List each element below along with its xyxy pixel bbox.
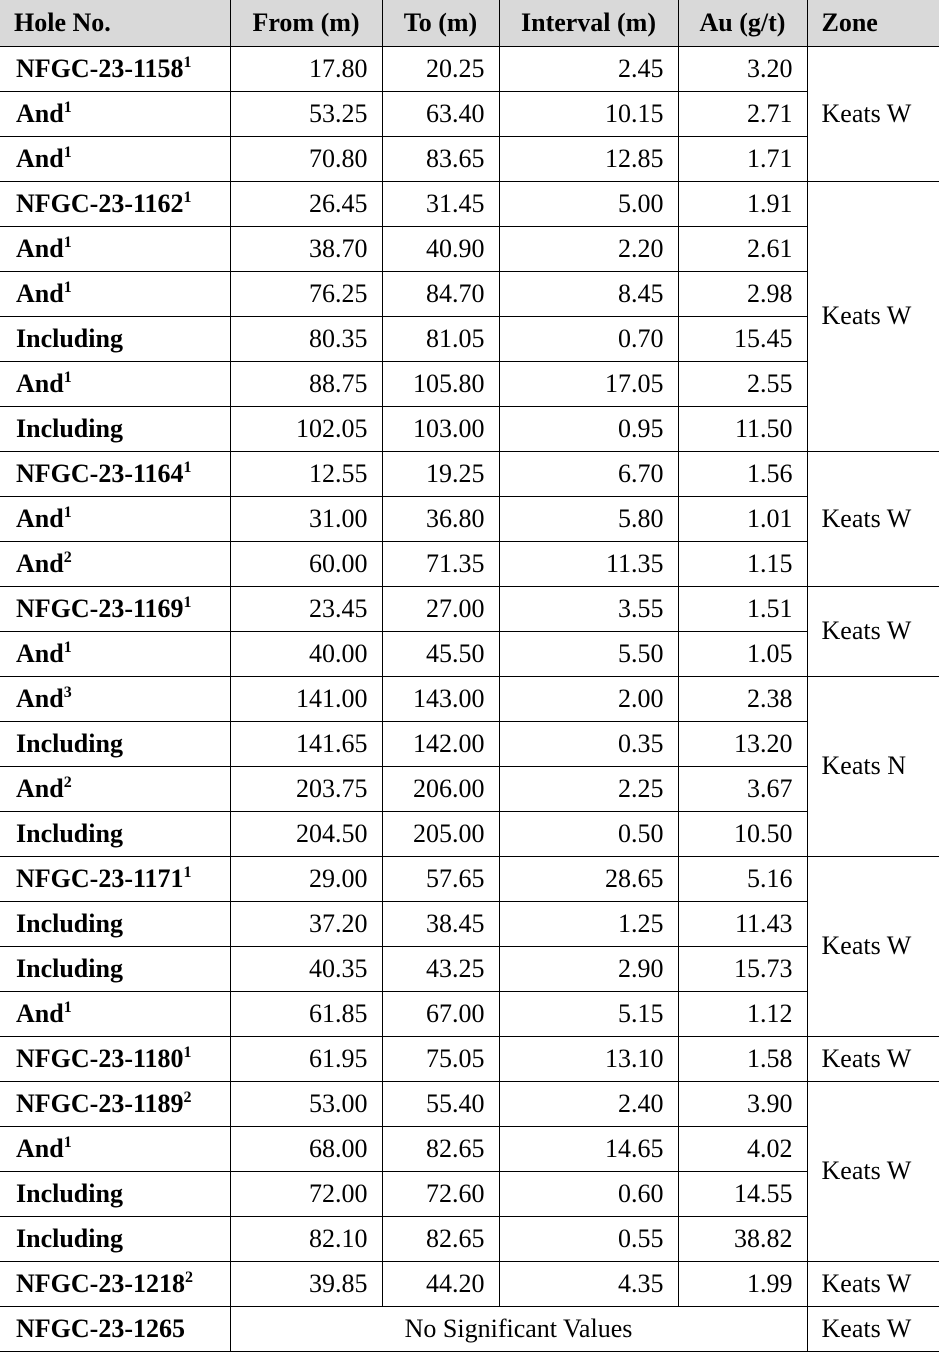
to-cell: 105.80 <box>382 361 499 406</box>
to-cell: 143.00 <box>382 676 499 721</box>
zone-cell: Keats W <box>807 1306 939 1351</box>
hole-label-cell <box>0 946 230 991</box>
hole-label: Including <box>16 1223 123 1253</box>
hole-label-cell <box>0 586 230 631</box>
from-cell: 141.65 <box>230 721 382 766</box>
hole-label-cell <box>0 1216 230 1261</box>
footnote-marker: 1 <box>183 593 192 611</box>
to-cell: 43.25 <box>382 946 499 991</box>
hole-label-cell <box>0 496 230 541</box>
hole-label-cell <box>0 1126 230 1171</box>
to-cell: 44.20 <box>382 1261 499 1306</box>
hole-label-cell <box>0 676 230 721</box>
interval-cell: 2.20 <box>499 226 678 271</box>
footnote-marker: 2 <box>63 548 72 566</box>
hole-label: Including <box>16 908 123 938</box>
from-cell: 23.45 <box>230 586 382 631</box>
to-cell: 19.25 <box>382 451 499 496</box>
header-zone: Zone <box>807 0 939 46</box>
to-cell: 67.00 <box>382 991 499 1036</box>
interval-cell: 4.35 <box>499 1261 678 1306</box>
table-row <box>0 496 939 541</box>
from-cell: 29.00 <box>230 856 382 901</box>
from-cell: 39.85 <box>230 1261 382 1306</box>
zone-cell: Keats W <box>807 451 939 586</box>
to-cell: 71.35 <box>382 541 499 586</box>
hole-label: NFGC-23-1189 <box>16 1088 184 1118</box>
interval-cell: 0.70 <box>499 316 678 361</box>
au-cell: 1.71 <box>678 136 807 181</box>
hole-label-cell <box>0 631 230 676</box>
footnote-marker: 1 <box>63 143 72 161</box>
from-cell: 82.10 <box>230 1216 382 1261</box>
interval-cell: 1.25 <box>499 901 678 946</box>
to-cell: 84.70 <box>382 271 499 316</box>
interval-cell: 12.85 <box>499 136 678 181</box>
table-body <box>0 46 939 1351</box>
hole-label: Including <box>16 413 123 443</box>
table-row <box>0 181 939 226</box>
au-cell: 1.15 <box>678 541 807 586</box>
to-cell: 38.45 <box>382 901 499 946</box>
hole-label: And <box>16 683 64 713</box>
hole-label: NFGC-23-1169 <box>16 593 184 623</box>
au-cell: 15.73 <box>678 946 807 991</box>
to-cell: 31.45 <box>382 181 499 226</box>
to-cell: 27.00 <box>382 586 499 631</box>
interval-cell: 5.50 <box>499 631 678 676</box>
interval-cell: 6.70 <box>499 451 678 496</box>
from-cell: 70.80 <box>230 136 382 181</box>
interval-cell: 0.95 <box>499 406 678 451</box>
hole-label: And <box>16 1133 64 1163</box>
hole-label-cell <box>0 856 230 901</box>
zone-cell: Keats W <box>807 1036 939 1081</box>
from-cell: 203.75 <box>230 766 382 811</box>
interval-cell: 11.35 <box>499 541 678 586</box>
au-cell: 1.58 <box>678 1036 807 1081</box>
au-cell: 3.20 <box>678 46 807 91</box>
footnote-marker: 1 <box>183 188 192 206</box>
interval-cell: 17.05 <box>499 361 678 406</box>
interval-cell: 2.00 <box>499 676 678 721</box>
header-interval: Interval (m) <box>499 0 678 46</box>
footnote-marker: 1 <box>63 503 72 521</box>
interval-cell: 2.25 <box>499 766 678 811</box>
table-row <box>0 226 939 271</box>
from-cell: 72.00 <box>230 1171 382 1216</box>
zone-cell: Keats W <box>807 856 939 1036</box>
hole-label: And <box>16 998 64 1028</box>
header-au: Au (g/t) <box>678 0 807 46</box>
hole-label-cell <box>0 811 230 856</box>
from-cell: 102.05 <box>230 406 382 451</box>
hole-label-cell <box>0 1036 230 1081</box>
header-row <box>0 0 939 46</box>
au-cell: 2.71 <box>678 91 807 136</box>
hole-label-cell <box>0 406 230 451</box>
to-cell: 45.50 <box>382 631 499 676</box>
interval-cell: 0.50 <box>499 811 678 856</box>
au-cell: 2.55 <box>678 361 807 406</box>
table-row <box>0 361 939 406</box>
au-cell: 3.67 <box>678 766 807 811</box>
au-cell: 11.43 <box>678 901 807 946</box>
hole-label: NFGC-23-1158 <box>16 53 184 83</box>
hole-label-cell <box>0 91 230 136</box>
au-cell: 2.38 <box>678 676 807 721</box>
hole-label: And <box>16 278 64 308</box>
from-cell: 53.25 <box>230 91 382 136</box>
hole-label: Including <box>16 818 123 848</box>
table-row <box>0 811 939 856</box>
au-cell: 4.02 <box>678 1126 807 1171</box>
to-cell: 36.80 <box>382 496 499 541</box>
interval-cell: 5.00 <box>499 181 678 226</box>
from-cell: 37.20 <box>230 901 382 946</box>
interval-cell: 3.55 <box>499 586 678 631</box>
table-row <box>0 1216 939 1261</box>
to-cell: 75.05 <box>382 1036 499 1081</box>
from-cell: 17.80 <box>230 46 382 91</box>
to-cell: 81.05 <box>382 316 499 361</box>
table-row <box>0 1261 939 1306</box>
au-cell: 10.50 <box>678 811 807 856</box>
hole-label-cell <box>0 361 230 406</box>
hole-label-cell <box>0 541 230 586</box>
hole-label: And <box>16 98 64 128</box>
table-row <box>0 1081 939 1126</box>
au-cell: 38.82 <box>678 1216 807 1261</box>
interval-cell: 5.80 <box>499 496 678 541</box>
table-row <box>0 901 939 946</box>
interval-cell: 10.15 <box>499 91 678 136</box>
footnote-marker: 3 <box>63 683 72 701</box>
table-row <box>0 631 939 676</box>
from-cell: 40.35 <box>230 946 382 991</box>
footnote-marker: 1 <box>183 863 192 881</box>
from-cell: 141.00 <box>230 676 382 721</box>
table-row <box>0 406 939 451</box>
footnote-marker: 2 <box>183 1088 192 1106</box>
interval-cell: 0.35 <box>499 721 678 766</box>
table-row <box>0 451 939 496</box>
header-from: From (m) <box>230 0 382 46</box>
to-cell: 40.90 <box>382 226 499 271</box>
table-row <box>0 991 939 1036</box>
hole-label-cell <box>0 991 230 1036</box>
au-cell: 3.90 <box>678 1081 807 1126</box>
hole-label: And <box>16 548 64 578</box>
table-row <box>0 541 939 586</box>
header-hole-no: Hole No. <box>0 0 230 46</box>
table-row <box>0 316 939 361</box>
hole-label-cell <box>0 901 230 946</box>
hole-label: NFGC-23-1180 <box>16 1043 184 1073</box>
from-cell: 80.35 <box>230 316 382 361</box>
to-cell: 82.65 <box>382 1126 499 1171</box>
footnote-marker: 1 <box>183 458 192 476</box>
table-row <box>0 586 939 631</box>
footnote-marker: 1 <box>183 1043 192 1061</box>
interval-cell: 0.55 <box>499 1216 678 1261</box>
hole-label: NFGC-23-1162 <box>16 188 184 218</box>
hole-label: And <box>16 503 64 533</box>
hole-label: And <box>16 773 64 803</box>
table-row <box>0 1036 939 1081</box>
hole-label-cell <box>0 46 230 91</box>
hole-label-cell <box>0 226 230 271</box>
hole-label-cell <box>0 181 230 226</box>
au-cell: 1.56 <box>678 451 807 496</box>
to-cell: 83.65 <box>382 136 499 181</box>
interval-cell: 2.40 <box>499 1081 678 1126</box>
interval-cell: 0.60 <box>499 1171 678 1216</box>
interval-cell: 28.65 <box>499 856 678 901</box>
hole-label: NFGC-23-1164 <box>16 458 184 488</box>
from-cell: 68.00 <box>230 1126 382 1171</box>
to-cell: 20.25 <box>382 46 499 91</box>
table-row <box>0 766 939 811</box>
to-cell: 206.00 <box>382 766 499 811</box>
interval-cell: 5.15 <box>499 991 678 1036</box>
table-row <box>0 91 939 136</box>
table-row <box>0 136 939 181</box>
from-cell: 12.55 <box>230 451 382 496</box>
table-row <box>0 721 939 766</box>
zone-cell: Keats W <box>807 586 939 676</box>
hole-label: And <box>16 368 64 398</box>
au-cell: 1.05 <box>678 631 807 676</box>
hole-label: NFGC-23-1218 <box>16 1268 185 1298</box>
to-cell: 82.65 <box>382 1216 499 1261</box>
from-cell: 40.00 <box>230 631 382 676</box>
table-row <box>0 856 939 901</box>
au-cell: 11.50 <box>678 406 807 451</box>
to-cell: 55.40 <box>382 1081 499 1126</box>
hole-label-cell <box>0 316 230 361</box>
to-cell: 72.60 <box>382 1171 499 1216</box>
au-cell: 1.01 <box>678 496 807 541</box>
zone-cell: Keats W <box>807 1081 939 1261</box>
table-row <box>0 1171 939 1216</box>
au-cell: 2.61 <box>678 226 807 271</box>
zone-cell: Keats W <box>807 181 939 451</box>
hole-label-cell <box>0 136 230 181</box>
hole-label-cell <box>0 721 230 766</box>
from-cell: 38.70 <box>230 226 382 271</box>
zone-cell: Keats W <box>807 1261 939 1306</box>
interval-cell: 2.45 <box>499 46 678 91</box>
au-cell: 5.16 <box>678 856 807 901</box>
footnote-marker: 1 <box>63 278 72 296</box>
hole-label-cell <box>0 1261 230 1306</box>
au-cell: 13.20 <box>678 721 807 766</box>
from-cell: 76.25 <box>230 271 382 316</box>
table-row <box>0 46 939 91</box>
footnote-marker: 1 <box>63 1133 72 1151</box>
to-cell: 103.00 <box>382 406 499 451</box>
footnote-marker: 1 <box>183 53 192 71</box>
from-cell: 31.00 <box>230 496 382 541</box>
footnote-marker: 1 <box>63 98 72 116</box>
au-cell: 1.99 <box>678 1261 807 1306</box>
no-significant-values-cell: No Significant Values <box>230 1306 807 1351</box>
from-cell: 61.95 <box>230 1036 382 1081</box>
hole-label: And <box>16 638 64 668</box>
footnote-marker: 2 <box>63 773 72 791</box>
hole-label: Including <box>16 1178 123 1208</box>
hole-label: Including <box>16 728 123 758</box>
zone-cell: Keats W <box>807 46 939 181</box>
au-cell: 1.12 <box>678 991 807 1036</box>
hole-label-cell <box>0 766 230 811</box>
au-cell: 1.91 <box>678 181 807 226</box>
hole-label-cell <box>0 1081 230 1126</box>
table-row <box>0 1306 939 1351</box>
to-cell: 142.00 <box>382 721 499 766</box>
au-cell: 1.51 <box>678 586 807 631</box>
table-row <box>0 271 939 316</box>
footnote-marker: 1 <box>63 998 72 1016</box>
au-cell: 2.98 <box>678 271 807 316</box>
footnote-marker: 1 <box>63 638 72 656</box>
interval-cell: 13.10 <box>499 1036 678 1081</box>
hole-label-cell <box>0 451 230 496</box>
from-cell: 204.50 <box>230 811 382 856</box>
hole-label-cell <box>0 1171 230 1216</box>
hole-label: And <box>16 233 64 263</box>
hole-label: NFGC-23-1265 <box>16 1313 185 1343</box>
interval-cell: 8.45 <box>499 271 678 316</box>
from-cell: 26.45 <box>230 181 382 226</box>
hole-label: Including <box>16 953 123 983</box>
from-cell: 60.00 <box>230 541 382 586</box>
to-cell: 205.00 <box>382 811 499 856</box>
to-cell: 63.40 <box>382 91 499 136</box>
hole-label-cell <box>0 271 230 316</box>
from-cell: 88.75 <box>230 361 382 406</box>
hole-label-cell <box>0 1306 230 1351</box>
table-row <box>0 946 939 991</box>
from-cell: 61.85 <box>230 991 382 1036</box>
interval-cell: 2.90 <box>499 946 678 991</box>
zone-cell: Keats N <box>807 676 939 856</box>
footnote-marker: 1 <box>63 368 72 386</box>
header-to: To (m) <box>382 0 499 46</box>
footnote-marker: 2 <box>184 1268 193 1286</box>
hole-label: And <box>16 143 64 173</box>
table-row <box>0 1126 939 1171</box>
footnote-marker: 1 <box>63 233 72 251</box>
to-cell: 57.65 <box>382 856 499 901</box>
table-row <box>0 676 939 721</box>
au-cell: 15.45 <box>678 316 807 361</box>
interval-cell: 14.65 <box>499 1126 678 1171</box>
au-cell: 14.55 <box>678 1171 807 1216</box>
hole-label: Including <box>16 323 123 353</box>
from-cell: 53.00 <box>230 1081 382 1126</box>
hole-label: NFGC-23-1171 <box>16 863 184 893</box>
